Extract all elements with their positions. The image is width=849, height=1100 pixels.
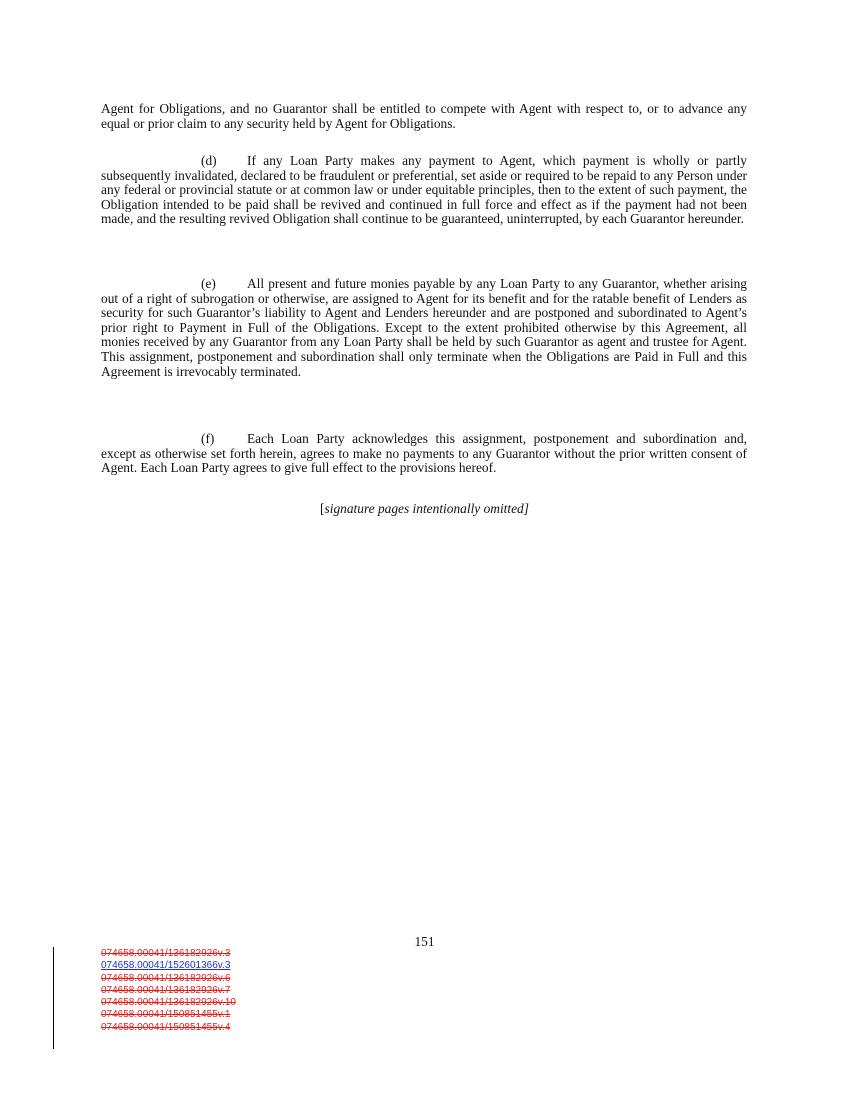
doc-id-deleted: 074658.00041/136182926v.6 <box>101 972 231 984</box>
paragraph-d <box>101 154 747 227</box>
paragraph-e <box>101 277 747 379</box>
paragraph-f-label: (f) <box>201 431 215 446</box>
paragraph-f <box>101 432 747 476</box>
doc-id-deleted: 074658.00041/136182926v.7 <box>101 984 231 996</box>
paragraph-d-text: If any Loan Party makes any payment to Agent, which payment is wholly or partly subsequently invalidated, declared to be fraudulent or preferential, set aside or required to be repaid to any Person under any federal or provincial statute or at common law or under equitable principles, then to the extent of such payment, the Obligation intended to be paid shall be revived and continued in full force and effect as if the payment had not been made, and the resulting revived Obligation shall continue to be guaranteed, uninterrupted, by each Guarantor hereunder. <box>101 153 747 227</box>
doc-id-deleted: 074658.00041/150851455v.4 <box>101 1021 231 1033</box>
doc-id-deleted: 074658.00041/136182926v.10 <box>101 997 236 1009</box>
signature-note-text: signature pages intentionally omitted] <box>324 501 529 516</box>
paragraph-d-label: (d) <box>201 153 217 168</box>
doc-id-deleted: 074658.00041/150851455v.1 <box>101 1009 231 1021</box>
paragraph-e-label: (e) <box>201 276 216 291</box>
revision-change-bar <box>53 947 54 1049</box>
paragraph-e-text: All present and future monies payable by any Loan Party to any Guarantor, whether arising out of a right of subrogation or otherwise, are assigned to Agent for its benefit and for the ratable benefit of Lenders as security for such Guarantor’s liability to Agent and Lenders hereunder and are postponed and subordinated to Agent’s prior right to Payment in Full of the Obligations. Except to the extent prohibited otherwise by this Agreement, all monies received by any Guarantor from any Loan Party shall be held by such Guarantor as agent and trustee for Agent. This assignment, postponement and subordination shall only terminate when the Obligations are Paid in Full and this Agreement is irrevocably terminated. <box>101 276 747 379</box>
paragraph-intro: Agent for Obligations, and no Guarantor shall be entitled to compete with Agent with respect to, or to advance any equal or prior claim to any security held by Agent for Obligations. <box>101 101 747 131</box>
doc-id-deleted: 074658.00041/136182926v.3 <box>101 948 231 959</box>
doc-id-inserted: 074658.00041/152601366v.3 <box>101 960 231 972</box>
footer-document-ids <box>101 948 236 1034</box>
signature-note-bracket: [ <box>320 501 325 516</box>
page-number: 151 <box>414 934 435 949</box>
paragraph-f-text: Each Loan Party acknowledges this assignment, postponement and subordination and, except as otherwise set forth herein, agrees to make no payments to any Guarantor without the prior written consent of Agent. Each Loan Party agrees to give full effect to the provisions hereof. <box>101 431 747 476</box>
signature-note <box>0 501 849 517</box>
